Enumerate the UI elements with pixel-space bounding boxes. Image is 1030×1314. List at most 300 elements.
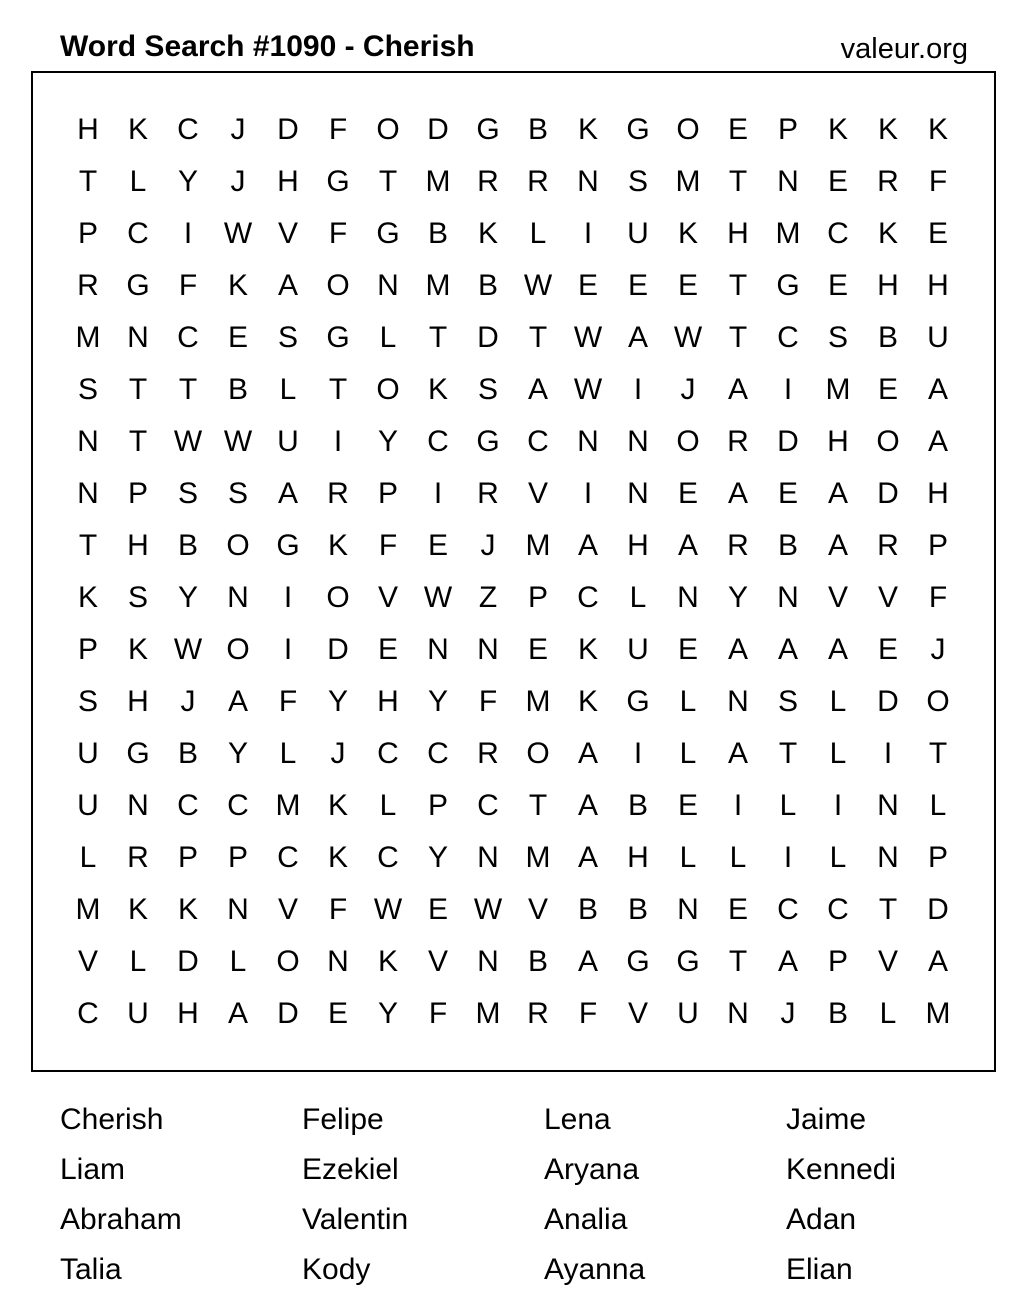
- grid-cell[interactable]: S: [127, 581, 148, 614]
- grid-cell[interactable]: E: [777, 477, 798, 510]
- grid-cell[interactable]: E: [577, 269, 598, 302]
- grid-cell[interactable]: I: [433, 477, 443, 510]
- grid-cell[interactable]: T: [178, 373, 198, 406]
- grid-cell[interactable]: I: [833, 789, 843, 822]
- grid-cell[interactable]: K: [327, 529, 348, 562]
- grid-cell[interactable]: U: [277, 425, 299, 458]
- grid-cell[interactable]: E: [677, 269, 698, 302]
- grid-cell[interactable]: B: [527, 945, 548, 978]
- grid-cell[interactable]: O: [376, 113, 400, 146]
- grid-cell[interactable]: L: [279, 737, 297, 770]
- grid-cell[interactable]: B: [827, 997, 848, 1030]
- grid-cell[interactable]: G: [376, 217, 400, 250]
- grid-cell[interactable]: Z: [478, 581, 498, 614]
- grid-cell[interactable]: K: [827, 113, 848, 146]
- grid-cell[interactable]: F: [578, 997, 598, 1030]
- grid-cell[interactable]: G: [676, 945, 700, 978]
- grid-cell[interactable]: F: [328, 893, 348, 926]
- grid-cell[interactable]: H: [627, 529, 649, 562]
- grid-cell[interactable]: M: [275, 789, 301, 822]
- grid-cell[interactable]: J: [930, 633, 946, 666]
- grid-cell[interactable]: H: [127, 685, 149, 718]
- grid-cell[interactable]: J: [180, 685, 196, 718]
- grid-cell[interactable]: L: [729, 841, 747, 874]
- grid-cell[interactable]: E: [377, 633, 398, 666]
- grid-cell[interactable]: L: [679, 841, 697, 874]
- grid-cell[interactable]: W: [573, 321, 603, 354]
- grid-cell[interactable]: Y: [177, 165, 198, 198]
- grid-cell[interactable]: A: [627, 321, 648, 354]
- grid-cell[interactable]: U: [77, 737, 99, 770]
- grid-cell[interactable]: N: [477, 633, 499, 666]
- grid-cell[interactable]: L: [679, 737, 697, 770]
- grid-cell[interactable]: E: [427, 529, 448, 562]
- grid-cell[interactable]: L: [379, 789, 397, 822]
- grid-cell[interactable]: T: [878, 893, 898, 926]
- grid-cell[interactable]: R: [727, 425, 749, 458]
- grid-cell[interactable]: B: [527, 113, 548, 146]
- grid-cell[interactable]: H: [177, 997, 199, 1030]
- grid-cell[interactable]: S: [827, 321, 848, 354]
- grid-cell[interactable]: R: [477, 477, 499, 510]
- grid-cell[interactable]: K: [427, 373, 448, 406]
- grid-cell[interactable]: T: [378, 165, 398, 198]
- grid-cell[interactable]: A: [577, 529, 598, 562]
- grid-cell[interactable]: B: [577, 893, 598, 926]
- grid-cell[interactable]: O: [926, 685, 950, 718]
- grid-cell[interactable]: A: [727, 737, 748, 770]
- grid-cell[interactable]: D: [277, 113, 299, 146]
- grid-cell[interactable]: J: [480, 529, 496, 562]
- grid-cell[interactable]: I: [183, 217, 193, 250]
- grid-cell[interactable]: L: [529, 217, 547, 250]
- grid-cell[interactable]: W: [473, 893, 503, 926]
- grid-cell[interactable]: Y: [727, 581, 748, 614]
- grid-cell[interactable]: K: [477, 217, 498, 250]
- grid-cell[interactable]: N: [577, 425, 599, 458]
- grid-cell[interactable]: H: [877, 269, 899, 302]
- grid-cell[interactable]: M: [525, 685, 551, 718]
- grid-cell[interactable]: C: [527, 425, 549, 458]
- grid-cell[interactable]: U: [127, 997, 149, 1030]
- grid-cell[interactable]: E: [677, 789, 698, 822]
- grid-cell[interactable]: N: [77, 425, 99, 458]
- grid-cell[interactable]: C: [177, 789, 199, 822]
- grid-cell[interactable]: L: [929, 789, 947, 822]
- grid-cell[interactable]: J: [780, 997, 796, 1030]
- grid-cell[interactable]: N: [677, 581, 699, 614]
- grid-cell[interactable]: T: [528, 789, 548, 822]
- grid-cell[interactable]: Y: [427, 685, 448, 718]
- grid-cell[interactable]: F: [928, 581, 948, 614]
- grid-cell[interactable]: B: [227, 373, 248, 406]
- grid-cell[interactable]: L: [829, 737, 847, 770]
- grid-cell[interactable]: T: [928, 737, 948, 770]
- grid-cell[interactable]: O: [676, 113, 700, 146]
- grid-cell[interactable]: K: [877, 113, 898, 146]
- grid-cell[interactable]: L: [129, 165, 147, 198]
- grid-cell[interactable]: P: [227, 841, 248, 874]
- grid-cell[interactable]: J: [330, 737, 346, 770]
- grid-cell[interactable]: V: [877, 581, 898, 614]
- grid-cell[interactable]: R: [877, 165, 899, 198]
- grid-cell[interactable]: G: [626, 113, 650, 146]
- grid-cell[interactable]: V: [377, 581, 398, 614]
- grid-cell[interactable]: F: [328, 113, 348, 146]
- grid-cell[interactable]: P: [427, 789, 448, 822]
- grid-cell[interactable]: S: [77, 685, 98, 718]
- grid-cell[interactable]: R: [877, 529, 899, 562]
- grid-cell[interactable]: A: [827, 633, 848, 666]
- grid-cell[interactable]: K: [677, 217, 698, 250]
- grid-cell[interactable]: N: [677, 893, 699, 926]
- grid-cell[interactable]: M: [75, 893, 101, 926]
- grid-cell[interactable]: M: [925, 997, 951, 1030]
- grid-cell[interactable]: N: [777, 165, 799, 198]
- grid-cell[interactable]: A: [227, 685, 248, 718]
- grid-cell[interactable]: N: [877, 841, 899, 874]
- grid-cell[interactable]: K: [327, 789, 348, 822]
- grid-cell[interactable]: T: [728, 165, 748, 198]
- grid-cell[interactable]: N: [427, 633, 449, 666]
- grid-cell[interactable]: M: [525, 841, 551, 874]
- grid-cell[interactable]: A: [277, 269, 298, 302]
- grid-cell[interactable]: S: [477, 373, 498, 406]
- grid-cell[interactable]: H: [277, 165, 299, 198]
- grid-cell[interactable]: A: [227, 997, 248, 1030]
- grid-cell[interactable]: N: [227, 893, 249, 926]
- grid-cell[interactable]: F: [178, 269, 198, 302]
- grid-cell[interactable]: E: [327, 997, 348, 1030]
- grid-cell[interactable]: V: [877, 945, 898, 978]
- grid-cell[interactable]: L: [829, 685, 847, 718]
- grid-cell[interactable]: N: [777, 581, 799, 614]
- grid-cell[interactable]: I: [583, 217, 593, 250]
- grid-cell[interactable]: G: [326, 321, 350, 354]
- grid-cell[interactable]: R: [77, 269, 99, 302]
- grid-cell[interactable]: L: [879, 997, 897, 1030]
- grid-cell[interactable]: T: [528, 321, 548, 354]
- grid-cell[interactable]: N: [577, 165, 599, 198]
- grid-cell[interactable]: G: [476, 113, 500, 146]
- grid-cell[interactable]: V: [827, 581, 848, 614]
- grid-cell[interactable]: C: [827, 893, 849, 926]
- grid-cell[interactable]: I: [783, 841, 793, 874]
- grid-cell[interactable]: T: [728, 945, 748, 978]
- grid-cell[interactable]: M: [775, 217, 801, 250]
- grid-cell[interactable]: E: [877, 633, 898, 666]
- grid-cell[interactable]: L: [379, 321, 397, 354]
- grid-cell[interactable]: I: [883, 737, 893, 770]
- grid-cell[interactable]: F: [478, 685, 498, 718]
- grid-cell[interactable]: F: [378, 529, 398, 562]
- grid-cell[interactable]: F: [428, 997, 448, 1030]
- grid-cell[interactable]: I: [633, 737, 643, 770]
- grid-cell[interactable]: I: [783, 373, 793, 406]
- grid-cell[interactable]: C: [777, 321, 799, 354]
- grid-cell[interactable]: V: [427, 945, 448, 978]
- grid-cell[interactable]: H: [377, 685, 399, 718]
- grid-cell[interactable]: O: [326, 581, 350, 614]
- grid-cell[interactable]: W: [373, 893, 403, 926]
- grid-cell[interactable]: H: [727, 217, 749, 250]
- grid-cell[interactable]: R: [727, 529, 749, 562]
- grid-cell[interactable]: N: [77, 477, 99, 510]
- grid-cell[interactable]: P: [927, 841, 948, 874]
- grid-cell[interactable]: E: [877, 373, 898, 406]
- grid-cell[interactable]: N: [727, 685, 749, 718]
- grid-cell[interactable]: U: [927, 321, 949, 354]
- grid-cell[interactable]: K: [77, 581, 98, 614]
- grid-cell[interactable]: D: [927, 893, 949, 926]
- grid-cell[interactable]: A: [827, 477, 848, 510]
- grid-cell[interactable]: C: [177, 113, 199, 146]
- grid-cell[interactable]: E: [677, 633, 698, 666]
- grid-cell[interactable]: P: [527, 581, 548, 614]
- grid-cell[interactable]: E: [527, 633, 548, 666]
- grid-cell[interactable]: C: [77, 997, 99, 1030]
- grid-cell[interactable]: A: [777, 945, 798, 978]
- grid-cell[interactable]: T: [128, 425, 148, 458]
- grid-cell[interactable]: N: [127, 321, 149, 354]
- grid-cell[interactable]: G: [626, 945, 650, 978]
- grid-cell[interactable]: H: [827, 425, 849, 458]
- grid-cell[interactable]: B: [177, 529, 198, 562]
- grid-cell[interactable]: Y: [327, 685, 348, 718]
- grid-cell[interactable]: T: [428, 321, 448, 354]
- grid-cell[interactable]: J: [230, 113, 246, 146]
- grid-cell[interactable]: E: [627, 269, 648, 302]
- grid-cell[interactable]: Y: [227, 737, 248, 770]
- grid-cell[interactable]: R: [527, 997, 549, 1030]
- grid-cell[interactable]: G: [126, 269, 150, 302]
- grid-cell[interactable]: M: [425, 165, 451, 198]
- grid-cell[interactable]: E: [927, 217, 948, 250]
- grid-cell[interactable]: J: [230, 165, 246, 198]
- grid-cell[interactable]: H: [927, 477, 949, 510]
- grid-cell[interactable]: N: [627, 477, 649, 510]
- grid-cell[interactable]: M: [825, 373, 851, 406]
- grid-cell[interactable]: I: [283, 633, 293, 666]
- grid-cell[interactable]: S: [227, 477, 248, 510]
- grid-cell[interactable]: V: [527, 893, 548, 926]
- grid-cell[interactable]: O: [226, 529, 250, 562]
- grid-cell[interactable]: V: [277, 217, 298, 250]
- grid-cell[interactable]: N: [627, 425, 649, 458]
- grid-cell[interactable]: N: [327, 945, 349, 978]
- grid-cell[interactable]: A: [277, 477, 298, 510]
- grid-cell[interactable]: S: [177, 477, 198, 510]
- grid-cell[interactable]: N: [727, 997, 749, 1030]
- grid-cell[interactable]: W: [173, 633, 203, 666]
- grid-cell[interactable]: R: [477, 165, 499, 198]
- grid-cell[interactable]: I: [283, 581, 293, 614]
- grid-cell[interactable]: Y: [377, 997, 398, 1030]
- grid-cell[interactable]: P: [177, 841, 198, 874]
- grid-cell[interactable]: L: [79, 841, 97, 874]
- grid-cell[interactable]: G: [126, 737, 150, 770]
- grid-cell[interactable]: L: [129, 945, 147, 978]
- grid-cell[interactable]: K: [327, 841, 348, 874]
- grid-cell[interactable]: D: [777, 425, 799, 458]
- grid-cell[interactable]: O: [376, 373, 400, 406]
- grid-cell[interactable]: T: [728, 321, 748, 354]
- grid-cell[interactable]: I: [633, 373, 643, 406]
- grid-cell[interactable]: O: [326, 269, 350, 302]
- grid-cell[interactable]: E: [827, 165, 848, 198]
- grid-cell[interactable]: G: [626, 685, 650, 718]
- grid-cell[interactable]: D: [427, 113, 449, 146]
- grid-cell[interactable]: A: [577, 789, 598, 822]
- grid-cell[interactable]: H: [77, 113, 99, 146]
- grid-cell[interactable]: C: [427, 425, 449, 458]
- grid-cell[interactable]: B: [627, 789, 648, 822]
- grid-cell[interactable]: P: [777, 113, 798, 146]
- grid-cell[interactable]: C: [127, 217, 149, 250]
- grid-cell[interactable]: F: [328, 217, 348, 250]
- grid-cell[interactable]: A: [927, 425, 948, 458]
- grid-cell[interactable]: O: [276, 945, 300, 978]
- grid-cell[interactable]: B: [627, 893, 648, 926]
- grid-cell[interactable]: K: [577, 633, 598, 666]
- grid-cell[interactable]: R: [527, 165, 549, 198]
- grid-cell[interactable]: C: [177, 321, 199, 354]
- grid-cell[interactable]: O: [526, 737, 550, 770]
- grid-cell[interactable]: G: [276, 529, 300, 562]
- grid-cell[interactable]: N: [477, 841, 499, 874]
- grid-cell[interactable]: K: [927, 113, 948, 146]
- grid-cell[interactable]: A: [577, 945, 598, 978]
- grid-cell[interactable]: L: [279, 373, 297, 406]
- grid-cell[interactable]: K: [577, 113, 598, 146]
- grid-cell[interactable]: C: [577, 581, 599, 614]
- grid-cell[interactable]: T: [78, 165, 98, 198]
- grid-cell[interactable]: E: [427, 893, 448, 926]
- grid-cell[interactable]: D: [327, 633, 349, 666]
- grid-cell[interactable]: E: [727, 893, 748, 926]
- grid-cell[interactable]: C: [427, 737, 449, 770]
- grid-cell[interactable]: M: [675, 165, 701, 198]
- grid-cell[interactable]: K: [177, 893, 198, 926]
- grid-cell[interactable]: A: [927, 945, 948, 978]
- grid-cell[interactable]: C: [827, 217, 849, 250]
- grid-cell[interactable]: M: [75, 321, 101, 354]
- grid-cell[interactable]: B: [177, 737, 198, 770]
- grid-cell[interactable]: L: [829, 841, 847, 874]
- grid-cell[interactable]: V: [527, 477, 548, 510]
- grid-cell[interactable]: P: [377, 477, 398, 510]
- grid-cell[interactable]: N: [877, 789, 899, 822]
- grid-cell[interactable]: E: [227, 321, 248, 354]
- grid-cell[interactable]: F: [278, 685, 298, 718]
- grid-cell[interactable]: A: [527, 373, 548, 406]
- grid-cell[interactable]: H: [627, 841, 649, 874]
- grid-cell[interactable]: V: [627, 997, 648, 1030]
- grid-cell[interactable]: E: [677, 477, 698, 510]
- grid-cell[interactable]: A: [827, 529, 848, 562]
- grid-cell[interactable]: K: [227, 269, 248, 302]
- grid-cell[interactable]: A: [777, 633, 798, 666]
- grid-cell[interactable]: K: [127, 113, 148, 146]
- grid-cell[interactable]: V: [277, 893, 298, 926]
- grid-cell[interactable]: W: [223, 217, 253, 250]
- grid-cell[interactable]: M: [525, 529, 551, 562]
- grid-cell[interactable]: G: [476, 425, 500, 458]
- grid-cell[interactable]: C: [377, 737, 399, 770]
- grid-cell[interactable]: J: [680, 373, 696, 406]
- grid-cell[interactable]: A: [727, 373, 748, 406]
- grid-cell[interactable]: O: [676, 425, 700, 458]
- grid-cell[interactable]: R: [127, 841, 149, 874]
- grid-cell[interactable]: A: [677, 529, 698, 562]
- grid-cell[interactable]: K: [577, 685, 598, 718]
- grid-cell[interactable]: K: [127, 893, 148, 926]
- grid-cell[interactable]: W: [173, 425, 203, 458]
- grid-cell[interactable]: Y: [427, 841, 448, 874]
- grid-cell[interactable]: W: [523, 269, 553, 302]
- grid-cell[interactable]: A: [577, 841, 598, 874]
- grid-cell[interactable]: N: [377, 269, 399, 302]
- grid-cell[interactable]: C: [777, 893, 799, 926]
- grid-cell[interactable]: S: [627, 165, 648, 198]
- grid-cell[interactable]: E: [727, 113, 748, 146]
- grid-cell[interactable]: G: [326, 165, 350, 198]
- grid-cell[interactable]: L: [679, 685, 697, 718]
- grid-cell[interactable]: T: [328, 373, 348, 406]
- grid-cell[interactable]: P: [927, 529, 948, 562]
- grid-cell[interactable]: B: [427, 217, 448, 250]
- grid-cell[interactable]: K: [127, 633, 148, 666]
- grid-cell[interactable]: D: [177, 945, 199, 978]
- grid-cell[interactable]: L: [629, 581, 647, 614]
- grid-cell[interactable]: T: [778, 737, 798, 770]
- grid-cell[interactable]: U: [677, 997, 699, 1030]
- grid-cell[interactable]: U: [627, 633, 649, 666]
- grid-cell[interactable]: W: [223, 425, 253, 458]
- grid-cell[interactable]: V: [77, 945, 98, 978]
- grid-cell[interactable]: A: [927, 373, 948, 406]
- grid-cell[interactable]: M: [425, 269, 451, 302]
- grid-cell[interactable]: N: [477, 945, 499, 978]
- grid-cell[interactable]: D: [477, 321, 499, 354]
- grid-cell[interactable]: U: [627, 217, 649, 250]
- grid-cell[interactable]: D: [877, 685, 899, 718]
- grid-cell[interactable]: S: [77, 373, 98, 406]
- grid-cell[interactable]: L: [779, 789, 797, 822]
- grid-cell[interactable]: O: [226, 633, 250, 666]
- grid-cell[interactable]: D: [877, 477, 899, 510]
- grid-cell[interactable]: B: [877, 321, 898, 354]
- grid-cell[interactable]: I: [733, 789, 743, 822]
- grid-cell[interactable]: W: [573, 373, 603, 406]
- grid-cell[interactable]: R: [477, 737, 499, 770]
- grid-cell[interactable]: Y: [177, 581, 198, 614]
- grid-cell[interactable]: W: [423, 581, 453, 614]
- grid-cell[interactable]: S: [777, 685, 798, 718]
- grid-cell[interactable]: T: [728, 269, 748, 302]
- grid-cell[interactable]: P: [77, 217, 98, 250]
- grid-cell[interactable]: B: [777, 529, 798, 562]
- grid-cell[interactable]: I: [583, 477, 593, 510]
- grid-cell[interactable]: P: [127, 477, 148, 510]
- grid-cell[interactable]: C: [227, 789, 249, 822]
- grid-cell[interactable]: N: [127, 789, 149, 822]
- grid-cell[interactable]: B: [477, 269, 498, 302]
- grid-cell[interactable]: H: [927, 269, 949, 302]
- grid-cell[interactable]: U: [77, 789, 99, 822]
- grid-cell[interactable]: H: [127, 529, 149, 562]
- grid-cell[interactable]: F: [928, 165, 948, 198]
